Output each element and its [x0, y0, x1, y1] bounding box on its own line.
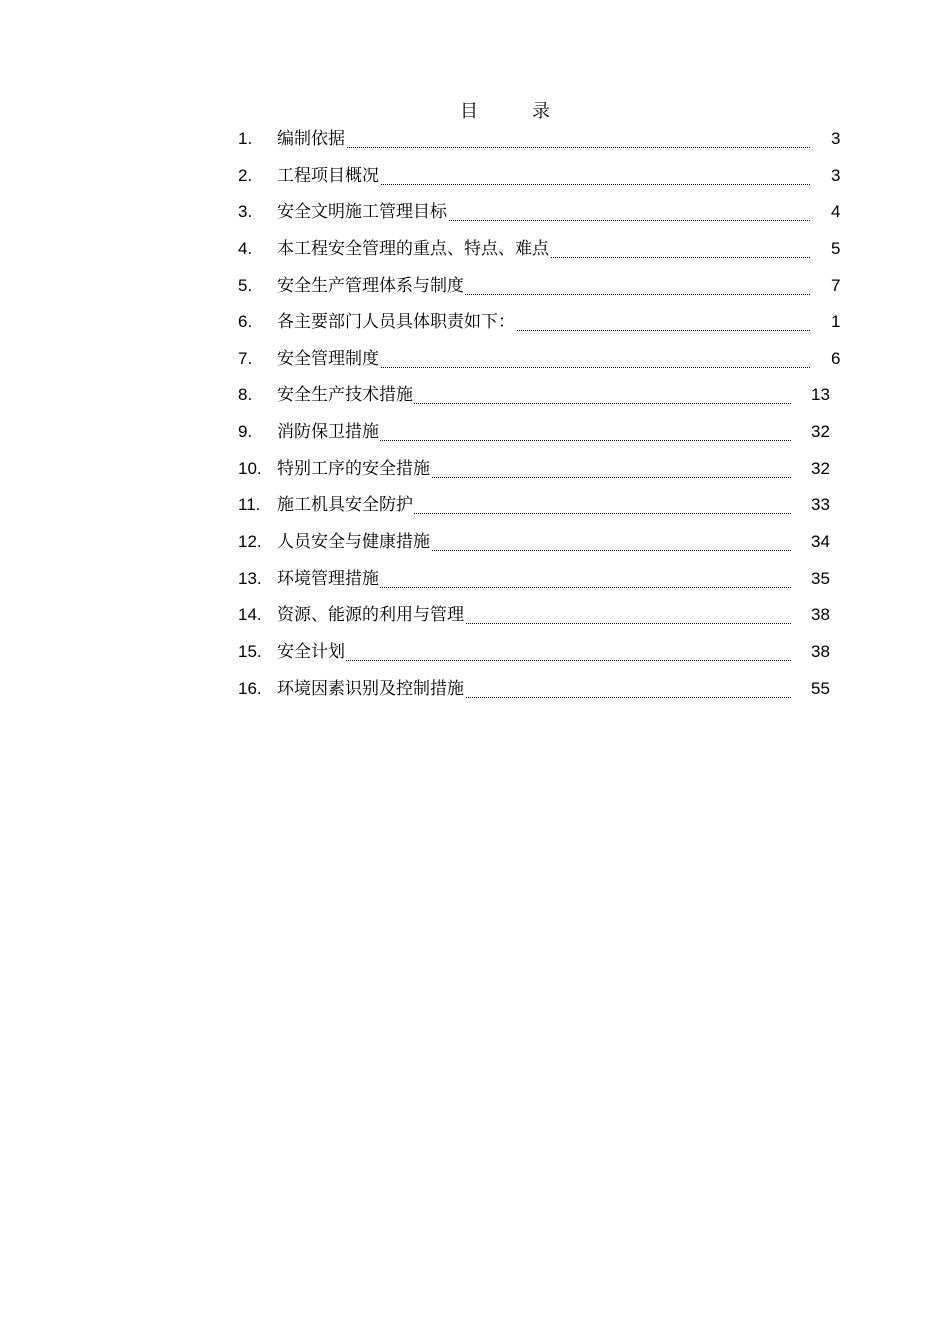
- toc-entry[interactable]: [238, 275, 858, 312]
- toc-title-char: 目: [460, 101, 478, 122]
- toc-entry[interactable]: [238, 384, 858, 421]
- toc-entry-title[interactable]: 各主要部门人员具体职责如下：: [277, 312, 515, 333]
- toc-entry-number: 15.: [238, 641, 262, 661]
- toc-entry-page: 3: [831, 129, 841, 148]
- toc-list: [238, 128, 858, 714]
- toc-entry-title[interactable]: 安全生产技术措施: [277, 385, 413, 406]
- toc-leader-dots: [278, 656, 791, 661]
- toc-entry-page: 6: [831, 348, 841, 368]
- toc-entry-page: 4: [831, 202, 841, 222]
- toc-entry[interactable]: [238, 128, 858, 165]
- toc-entry-title[interactable]: 人员安全与健康措施: [277, 532, 430, 553]
- toc-entry-title[interactable]: 本工程安全管理的重点、特点、难点: [277, 238, 549, 259]
- toc-entry-number: 10.: [238, 458, 262, 478]
- toc-entry-number: 2.: [238, 165, 253, 185]
- toc-entry-number: 8.: [238, 385, 253, 405]
- toc-entry-title[interactable]: 特别工序的安全措施: [277, 458, 430, 479]
- toc-entry-page: 38: [811, 641, 830, 661]
- toc-entry-page: 38: [811, 605, 830, 625]
- toc-entry-title[interactable]: 消防保卫措施: [277, 422, 379, 443]
- toc-entry-page: 55: [811, 678, 830, 698]
- toc-entry[interactable]: [238, 458, 858, 495]
- toc-entry[interactable]: [238, 421, 858, 458]
- toc-entry-number: 6.: [238, 312, 253, 332]
- toc-entry[interactable]: [238, 311, 858, 348]
- toc-entry-title[interactable]: 安全计划: [277, 641, 345, 662]
- toc-entry[interactable]: [238, 348, 858, 385]
- toc-entry-title[interactable]: 环境管理措施: [277, 568, 379, 589]
- toc-entry-number: 11.: [238, 495, 261, 515]
- toc-entry-number: 3.: [238, 202, 253, 222]
- toc-entry-title[interactable]: 安全生产管理体系与制度: [277, 275, 464, 296]
- toc-entry[interactable]: [238, 201, 858, 238]
- toc-entry-number: 12.: [238, 532, 262, 552]
- toc-entry-number: 13.: [238, 568, 262, 588]
- toc-entry-title[interactable]: 环境因素识别及控制措施: [277, 678, 464, 699]
- toc-entry-number: 4.: [238, 238, 253, 258]
- toc-entry-title[interactable]: 资源、能源的利用与管理: [277, 605, 464, 626]
- toc-entry-page: 7: [831, 275, 841, 295]
- toc-entry[interactable]: [238, 531, 858, 568]
- toc-entry-title[interactable]: 安全管理制度: [277, 348, 379, 369]
- toc-entry-page: 5: [831, 238, 841, 258]
- toc-entry-page: 1: [831, 312, 841, 332]
- toc-title-char: 录: [532, 101, 550, 122]
- toc-entry-title[interactable]: 工程项目概况: [277, 165, 379, 186]
- toc-entry-title[interactable]: 施工机具安全防护: [277, 495, 413, 516]
- toc-entry-number: 5.: [238, 275, 253, 295]
- toc-entry-number: 14.: [238, 605, 262, 625]
- toc-entry[interactable]: [238, 165, 858, 202]
- toc-entry-page: 3: [831, 165, 841, 185]
- toc-entry-page: 32: [811, 422, 830, 442]
- toc-entry-page: 32: [811, 458, 830, 478]
- toc-entry-page: 13: [811, 385, 830, 405]
- toc-entry-title[interactable]: 编制依据: [277, 129, 345, 149]
- toc-entry-title[interactable]: 安全文明施工管理目标: [277, 202, 447, 223]
- toc-entry[interactable]: [238, 604, 858, 641]
- toc-entry[interactable]: [238, 568, 858, 605]
- toc-entry-number: 16.: [238, 678, 262, 698]
- toc-entry[interactable]: [238, 494, 858, 531]
- toc-entry-page: 33: [811, 495, 830, 515]
- toc-entry-page: 34: [811, 532, 830, 552]
- toc-entry-number: 9.: [238, 422, 253, 442]
- toc-leader-dots: [278, 143, 810, 148]
- toc-entry-page: 35: [811, 568, 830, 588]
- toc-title: [0, 100, 950, 124]
- toc-entry-number: 7.: [238, 348, 253, 368]
- toc-entry[interactable]: [238, 678, 858, 715]
- toc-entry[interactable]: [238, 641, 858, 678]
- toc-entry-number: 1.: [238, 129, 253, 148]
- toc-entry[interactable]: [238, 238, 858, 275]
